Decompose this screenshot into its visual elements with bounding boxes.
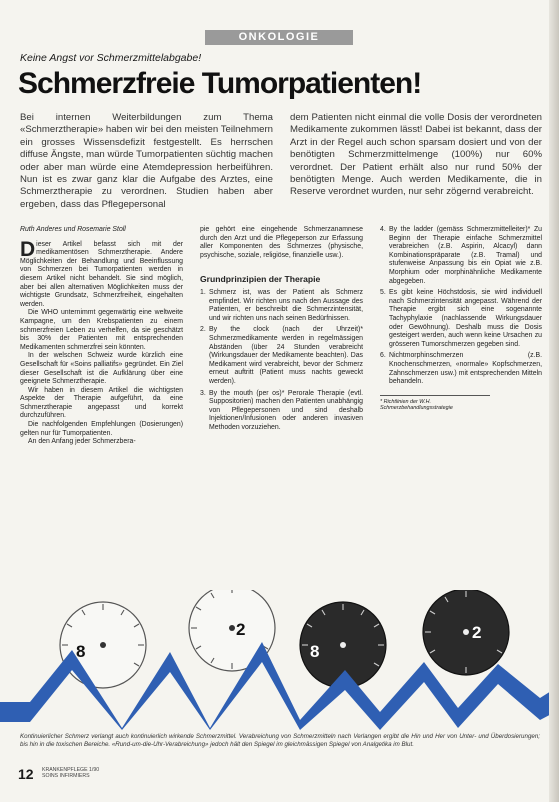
body-column-1 [20,226,183,447]
footnote: * Richtlinien der W.H. Schmerzbehandlungsstrategie [380,395,490,412]
list-number: 3. [200,389,206,397]
body-paragraph: pie gehört eine eingehende Schmerzanamnese durch den Arzt und die Pflegeperson zur Erfassung aller Komponenten des Schmerzes (physische, psychische, soziale, religiöse, finanzielle usw.). [200,226,363,259]
list-number: 2. [200,326,206,334]
body-paragraph [20,237,183,310]
list-text: By the mouth (per os)* Perorale Therapie (evtl. Suppositorien) machen den Patienten unabhängig von Pflegepersonen und sind deshalb Injektionen/Infusionen oder anderen invasiven Methoden vorzuziehen. [209,389,363,431]
body-paragraph: In der welschen Schweiz wurde kürzlich eine Gesellschaft für «Soins palliatifs» gegründet. Ein Ziel dieser Gesellschaft ist die Aufklärung über eine geeignete Schmerztherapie. [20,352,183,386]
dial-number: 2 [236,620,246,639]
dosage-illustration [0,590,559,730]
page-number: 12 [18,766,34,782]
body-paragraph: Wir haben in diesem Artikel die wichtigsten Aspekte der Therapie aufgeführt, da eine Schmerztherapie angepasst und korrekt durchzuführen. [20,386,183,420]
body-column-2 [200,226,363,435]
subheading: Grundprinzipien der Therapie [200,274,321,285]
lead-paragraph-right: dem Patienten nicht einmal die volle Dosis der verordneten Medikamente zukommen lässt! Dabei ist bekannt, dass der Arzt in der Regel auch schon sparsam dosiert und von der benötigten Schmerzmittelmenge (100%) nur 60% verordnet. Der Patient erhält also nur rund 50% der benötigten Menge. Auch werden Medikamente, die in Reserve verordnet wurden, nur sehr zögernd verabreicht. [290,112,542,198]
list-text: Es gibt keine Höchstdosis, sie wird individuell nach Schmerzintensität angepasst. Während der Therapie ergibt sich eine sogenannte Tachyphylaxie (nachlassende Wirkungsdauer oder Gewöhnung). Deshalb muss die Dosis gesteigert werden, auch wenn keine Ursachen zu grösseren Tumorschmerzen gegeben sind. [389,289,542,348]
body-paragraph: Die nachfolgenden Empfehlungen (Dosierungen) gelten nur für Tumorpatienten. [20,421,183,437]
article-headline: Schmerzfreie Tumorpatienten! [18,67,422,100]
figure-caption: Kontinuierlicher Schmerz verlangt auch kontinuierlich wirkende Schmerzmittel. Verabreichung von Schmerzmitteln nach Verlangen ergibt die Hin und Her von Unter- und Überdosierungen; bis hin in die toxischen Bereiche. «Rund-um-die-Uhr-Verabreichung» jedoch hält den Spiegel im gleichmässigen Spiegel von Analgetika im Blut. [20,733,540,748]
list-number: 4. [380,226,386,233]
list-item [380,289,542,349]
list-text: By the ladder (gemäss Schmerzmittelleiter)* Zu Beginn der Therapie einfache Schmerzmittel verabreichen (z.B. Aspirin, Alcacyl) dann Kombinationspräparate (z.B. Tramal) und stufenweise Anpassung bis ein Opiat wie z.B. Morphium oder morphinähnliche Medikamente abgegeben. [389,226,542,285]
body-text: ieser Artikel befasst sich mit der medikamentösen Schmerztherapie. Andere Möglichkeiten der Behandlung und Beeinflussung von Schmerzen bei Tumorpatienten werden in diesem Artikel nicht behandelt. Sie sind möglich, aber bei allen alternativen Möglichkeiten muss der wichtigste Grundsatz, Schmerzfreiheit, eingehalten werden. [20,240,183,308]
list-text: By the clock (nach der Uhrzeit)* Schmerzmedikamente werden in regelmässigen Abständen (über 24 Stunden verabreicht (Wirkungsdauer der Medikamente beachten). Das Medikament wird verabreicht, bevor der Schmerz erneut auftritt (Patient muss nachts geweckt werden). [209,326,363,385]
list-item [200,289,363,323]
section-rubric: ONKOLOGIE [205,30,353,45]
page-edge-shadow [549,0,559,802]
list-item [380,352,542,386]
drop-cap: D [20,237,36,261]
journal-imprint: KRANKENPFLEGE 1/90 SOINS INFIRMIERS [42,767,100,779]
list-item [200,390,363,433]
list-item [380,226,542,286]
dial-number: 2 [472,623,482,642]
dial-number: 8 [310,642,320,661]
body-paragraph: Die WHO unternimmt gegenwärtig eine weltweite Kampagne, um den Krebspatienten zu einem schmerzfreien Leben zu verhelfen, da sie geschätzt bis 30% der Patienten mit entsprechenden Medikamenten schmerzfrei sein könnten. [20,309,183,351]
list-text: Nichtmorphinschmerzen (z.B. Knochenschmerzen, «normale» Kopfschmerzen, Zahnschmerzen usw.) mit entsprechenden Mitteln behandeln. [389,352,542,386]
list-text: Schmerz ist, was der Patient als Schmerz empfindet. Wir richten uns nach den Aussage des Patienten, er beschreibt die Schmerzintensität, und wir richten uns nach seinen Bedürfnissen. [209,288,363,322]
clock-dial-4 [423,590,509,675]
body-column-3 [380,226,542,412]
authors-line: Ruth Anderes und Rosemarie Stoll [20,226,126,233]
list-number: 5. [380,289,386,297]
list-item [200,326,363,386]
kicker-line: Keine Angst vor Schmerzmittelabgabe! [20,52,202,64]
list-number: 1. [200,288,206,296]
list-number: 6. [380,352,386,360]
body-paragraph: An den Anfang jeder Schmerzbera- [28,438,136,446]
clock-dial-1 [60,602,146,688]
lead-paragraph-left: Bei internen Weiterbildungen zum Thema «Schmerztherapie» haben wir bei den meisten Teilnehmern ein grosses Wissensdefizit festgestellt. Es herrschen diffuse Ängste, man würde Tumorpatienten süchtig machen oder aber man würde eine Atemdepression herbeiführen. Nun ist es zwar ganz klar die Aufgabe des Arztes, eine Schmerztherapie zu verordnen. Studien haben aber ergeben, dass das Pflegepersonal [20,112,273,210]
dial-number: 8 [76,642,86,661]
